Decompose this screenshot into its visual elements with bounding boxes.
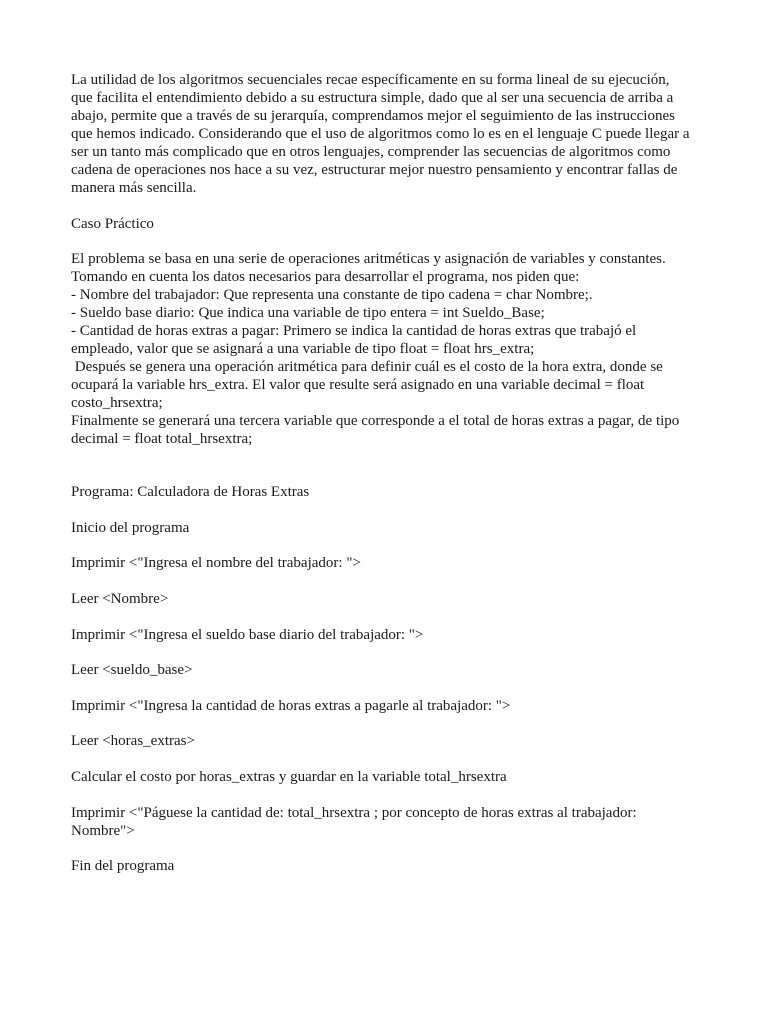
program-step [71,697,697,715]
program-step [71,590,697,608]
program-step [71,732,697,750]
program-step [71,804,697,840]
text-line: Después se genera una operación aritmética para definir cuál es el costo de la hora extra, donde se [71,359,663,376]
text-line: cadena de operaciones nos hace a su vez, estructurar mejor nuestro pensamiento y encontrar fallas de [71,162,678,178]
step-line: Imprimir <"Ingresa el nombre del trabajador: "> [71,555,361,572]
text-line: abajo, permite que a través de su jerarquía, comprendamos mejor el seguimiento de las instrucciones [71,108,675,124]
text-line: El problema se basa en una serie de operaciones aritméticas y asignación de variables y constantes. [71,251,666,268]
program-step [71,661,697,679]
step-line: Fin del programa [71,858,175,875]
text-line: manera más sencilla. [71,180,197,196]
text-line: costo_hrsextra; [71,395,163,412]
program-title [71,483,697,501]
step-line: Leer <horas_extras> [71,733,195,750]
program-step [71,554,697,572]
text-line: que hemos indicado. Considerando que el uso de algoritmos como lo es en el lenguaje C puede llegar a [71,126,690,142]
case-heading-text: Caso Práctico [71,215,154,232]
step-line: Nombre"> [71,822,135,839]
text-line: - Nombre del trabajador: Que representa una constante de tipo cadena = char Nombre;. [71,287,593,304]
intro-paragraph [71,71,697,197]
case-heading [71,215,697,233]
text-line: Finalmente se generará una tercera variable que corresponde a el total de horas extras a pagar, de tipo [71,413,680,430]
problem-paragraph [71,250,697,448]
program-title-text: Programa: Calculadora de Horas Extras [71,484,310,501]
step-line: Calcular el costo por horas_extras y guardar en la variable total_hrsextra [71,768,507,785]
text-line: que facilita el entendimiento debido a su estructura simple, dado que al ser una secuencia de arriba a [71,90,674,106]
program-step [71,768,697,786]
step-line: Imprimir <"Ingresa el sueldo base diario del trabajador: "> [71,626,424,643]
text-line: La utilidad de los algoritmos secuenciales recae específicamente en su forma lineal de su ejecución, [71,72,670,88]
text-line: empleado, valor que se asignará a una variable de tipo float = float hrs_extra; [71,341,535,358]
document-page [71,71,697,893]
text-line: ser un tanto más complicado que en otros lenguajes, comprender las secuencias de algoritmos como [71,144,671,160]
text-line: - Sueldo base diario: Que indica una variable de tipo entera = int Sueldo_Base; [71,305,545,322]
step-line: Leer <Nombre> [71,590,169,607]
step-line: Leer <sueldo_base> [71,662,193,679]
text-line: Tomando en cuenta los datos necesarios para desarrollar el programa, nos piden que: [71,269,580,286]
program-step [71,857,697,875]
text-line: decimal = float total_hrsextra; [71,431,253,448]
text-line: - Cantidad de horas extras a pagar: Primero se indica la cantidad de horas extras que trabajó el [71,323,637,340]
program-step [71,519,697,537]
step-line: Inicio del programa [71,519,190,536]
program-step [71,626,697,644]
text-line: ocupará la variable hrs_extra. El valor que resulte será asignado en una variable decimal = float [71,377,645,394]
step-line: Imprimir <"Páguese la cantidad de: total_hrsextra ; por concepto de horas extras al trabajador: [71,804,637,821]
step-line: Imprimir <"Ingresa la cantidad de horas extras a pagarle al trabajador: "> [71,697,511,714]
